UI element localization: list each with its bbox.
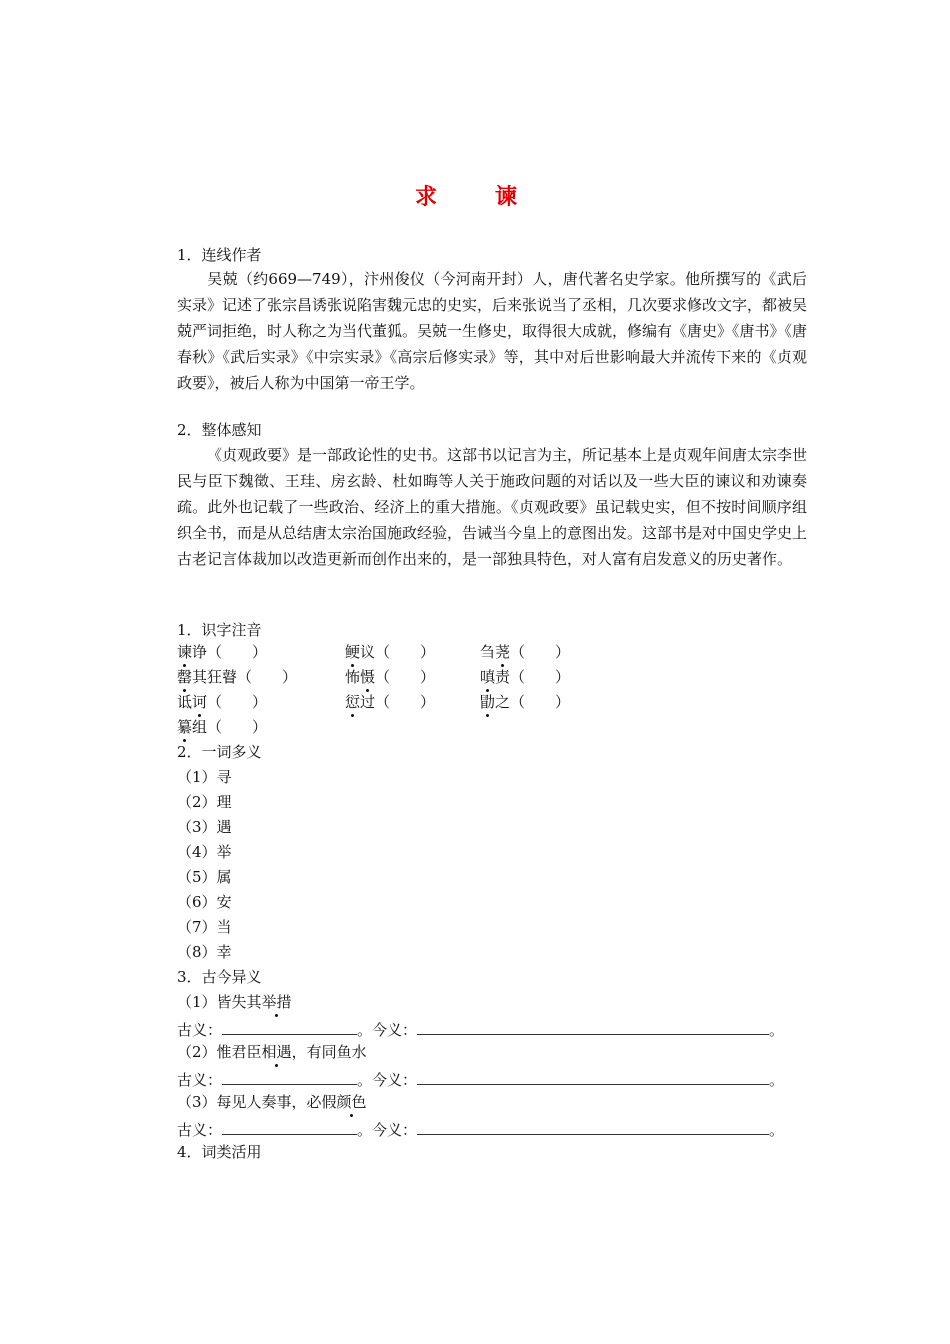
pronunciation-item: 纂组（ ） — [177, 718, 268, 736]
pronunciation-item: 勖之（ ） — [480, 693, 571, 711]
exercise-heading-polysemy: 2．一词多义 — [177, 743, 262, 761]
polysemy-item: （3）遇 — [177, 818, 232, 836]
overview-paragraph-text: 《贞观政要》是一部政论性的史书。这部书以记言为主，所记基本上是贞观年间唐太宗李世民与臣下魏徵、王珪、房玄龄、杜如晦等人关于施政问题的对话以及一些大臣的谏议和劝谏奏疏。此外也记载了一些政治、经济上的重大措施。《贞观政要》虽记载史实，但不按时间顺序组织全书，而是从总结唐太宗治国施政经验，告诫当今皇上的意图出发。这部书是对中国史学史上古老记言体裁加以改造更新而创作出来的，是一部独具特色，对人富有启发意义的历史著作。 — [177, 446, 808, 568]
pronunciation-item: 鲠议（ ） — [345, 643, 436, 661]
author-paragraph — [177, 266, 807, 396]
polysemy-item: （7）当 — [177, 918, 232, 936]
exercise-heading-word-class: 4．词类活用 — [177, 1143, 262, 1161]
pronunciation-item: 嗔责（ ） — [480, 668, 571, 686]
exercise-heading-ancient-modern: 3．古今异义 — [177, 968, 262, 986]
answer-line: 古义： 。今义： 。 — [177, 1018, 784, 1040]
pronunciation-item: 怖慑（ ） — [345, 668, 436, 686]
answer-line: 古义： 。今义： 。 — [177, 1068, 784, 1090]
ancient-meaning-blank[interactable] — [222, 1068, 357, 1085]
answer-line: 古义： 。今义： 。 — [177, 1118, 784, 1140]
modern-meaning-blank[interactable] — [417, 1068, 769, 1085]
polysemy-item: （1）寻 — [177, 768, 232, 786]
pronunciation-item: 谏诤（ ） — [177, 643, 268, 661]
ancient-meaning-blank[interactable] — [222, 1118, 357, 1135]
section-heading-overview: 2．整体感知 — [177, 421, 262, 439]
polysemy-item: （6）安 — [177, 893, 232, 911]
modern-meaning-blank[interactable] — [417, 1018, 769, 1035]
ancient-modern-item: （1）皆失其举措 — [177, 993, 292, 1011]
section-heading-author: 1．连线作者 — [177, 246, 262, 264]
exercise-heading-pronunciation: 1．识字注音 — [177, 621, 262, 639]
modern-meaning-blank[interactable] — [417, 1118, 769, 1135]
polysemy-item: （4）举 — [177, 843, 232, 861]
pronunciation-item: 刍荛（ ） — [480, 643, 571, 661]
pronunciation-item: 愆过（ ） — [345, 693, 436, 711]
polysemy-item: （5）属 — [177, 868, 232, 886]
pronunciation-item: 罄其狂瞽（ ） — [177, 668, 298, 686]
polysemy-item: （2）理 — [177, 793, 232, 811]
pronunciation-item: 诋诃（ ） — [177, 693, 268, 711]
page-title: 求 谏 — [414, 184, 535, 210]
ancient-meaning-blank[interactable] — [222, 1018, 357, 1035]
ancient-modern-item: （3）每见人奏事，必假颜色 — [177, 1093, 367, 1111]
overview-paragraph — [177, 442, 807, 572]
author-paragraph-text: 吴兢（约669—749），汴州俊仪（今河南开封）人，唐代著名史学家。他所撰写的《武后实录》记述了张宗昌诱张说陷害魏元忠的史实，后来张说当了丞相，几次要求修改文字，都被吴兢严词拒绝，时人称之为当代董狐。吴兢一生修史，取得很大成就，修编有《唐史》《唐书》《唐春秋》《武后实录》《中宗实录》《高宗后修实录》等，其中对后世影响最大并流传下来的《贞观政要》，被后人称为中国第一帝王学。 — [177, 270, 808, 392]
ancient-modern-item: （2）惟君臣相遇，有同鱼水 — [177, 1043, 367, 1061]
polysemy-item: （8）幸 — [177, 943, 232, 961]
